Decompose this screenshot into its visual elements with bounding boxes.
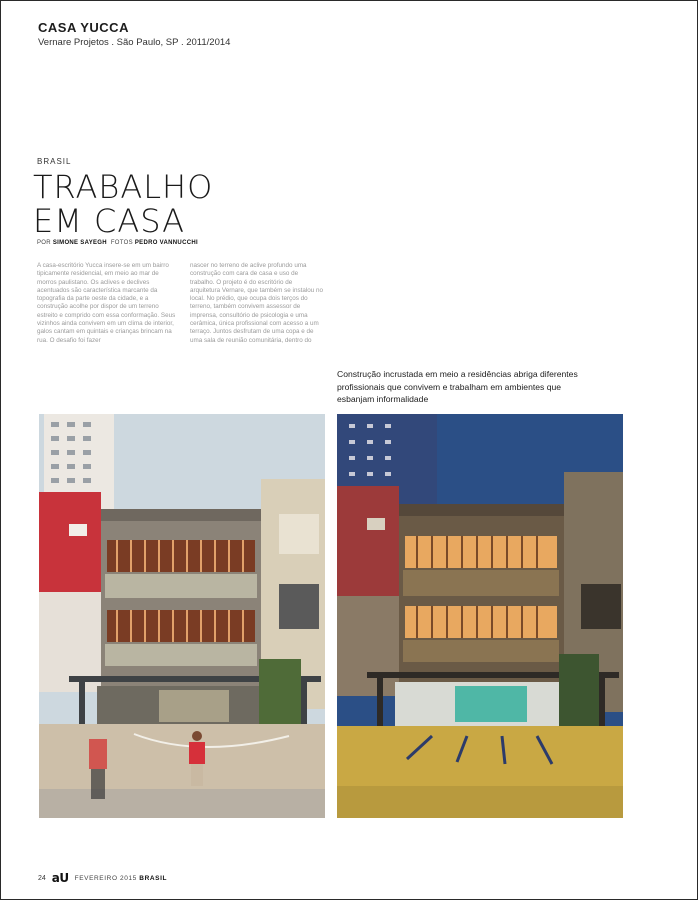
project-title: CASA YUCCA xyxy=(38,20,129,35)
photographer-name: PEDRO VANNUCCHI xyxy=(134,240,198,246)
headline-line-2: EM CASA xyxy=(33,202,186,240)
article-credits xyxy=(37,240,198,246)
issue-info xyxy=(75,875,167,882)
body-column-2: nascer no terreno de aclive profundo uma construção com cara de casa e uso de trabalho. O projeto é do escritório de arquitetura Vernare, que também se instalou no local. No prédio, que ocupa dois terços do terreno, também convivem assessor de imprensa, consultório de psicologia e uma cerâmica, única profissional com acesso a um terraço. Juntos desfrutam de uma copa e de uma sala de reunião comunitária, dentro do xyxy=(190,262,324,344)
section-kicker: BRASIL xyxy=(37,157,72,166)
by-label: POR xyxy=(37,240,51,246)
issue-date: FEVEREIRO 2015 xyxy=(74,874,137,882)
magazine-logo: aU xyxy=(51,871,69,885)
photos-label: FOTOS xyxy=(110,240,133,246)
author-name: SIMONE SAYEGH xyxy=(52,240,107,246)
page-number: 24 xyxy=(38,874,46,882)
facade-photo-night xyxy=(337,414,623,818)
photo-caption: Construção incrustada em meio a residências abriga diferentes profissionais que convivem e trabalham em ambientes que esbanjam informalidade xyxy=(337,369,578,405)
headline-line-1: TRABALHO xyxy=(33,168,214,206)
project-subtitle: Vernare Projetos . São Paulo, SP . 2011/2014 xyxy=(38,37,231,48)
page-footer xyxy=(38,871,167,885)
article-headline xyxy=(33,170,213,238)
facade-photo-day xyxy=(39,414,325,818)
footer-section: BRASIL xyxy=(139,874,168,882)
body-column-1: A casa-escritório Yucca insere-se em um bairro tipicamente residencial, em meio ao mar de morros paulistano. Os aclives e declives acentuados são característica marcante da topografia da parte oeste da cidade, e a construção acolhe por dispor de um terreno estreito e comprido com essa conformação. Seus vizinhos ainda convivem em um clima de interior, galos cantam em quintais e crianças brincam na rua. O desafio foi fazer xyxy=(37,262,176,344)
